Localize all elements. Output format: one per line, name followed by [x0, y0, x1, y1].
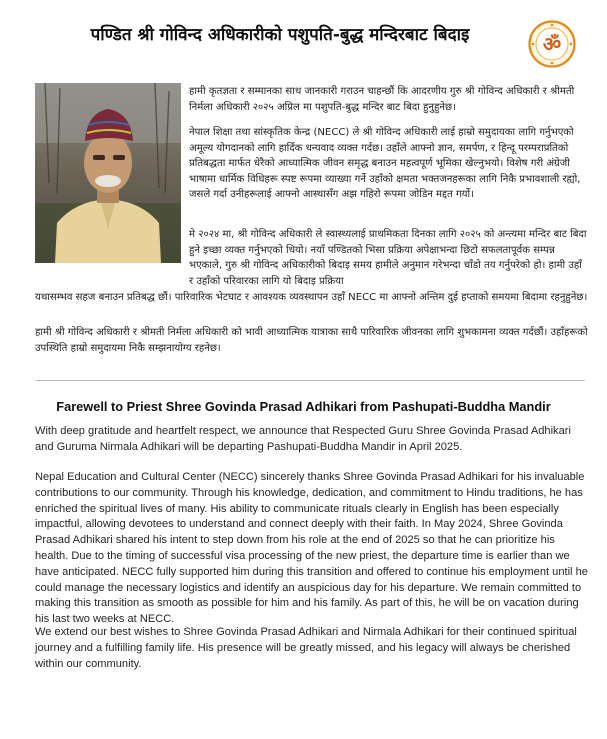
- english-paragraph-2: Nepal Education and Cultural Center (NECC) sincerely thanks Shree Govinda Prasad Adhikari for his invaluable contributions to our community. Through his knowledge, dedication, and commitment to Hindu traditions, he has enriched the spiritual lives of many. His ability to communicate rituals clearly in English has been especially impactful, allowing devotees to understand and connect deeply with their faith. In May 2024, Shree Govinda Prasad Adhikari shared his intent to step down from his role at the end of 2025 so that he can prioritize his health. Due to the timing of successful visa processing of the new priest, the departure time is earlier than we have anticipated. NECC fully supported him during this transition and offered to continue his employment until he could manage the necessary logistics and identify an auspicious day for his departure. We remain committed to making this transition as smooth as possible for him and his family. As part of this, he will be on vacation during his last two weeks at NECC.: [35, 471, 588, 626]
- nepali-paragraph-2: नेपाल शिक्षा तथा सांस्कृतिक केन्द्र (NECC) ले श्री गोविन्द अधिकारी लाई हाम्रो समुदायका लागि गर्नुभएको अमूल्य योगदानको लागि हार्दिक धन्यवाद व्यक्त गर्दछ। उहाँले आफ्नो ज्ञान, समर्पण, र हिन्दू परम्पराप्रतिको प्रतिबद्धता मार्फत धेरैको आध्यात्मिक जीवन समृद्ध बनाउन महत्वपूर्ण भूमिका खेल्नुभयो। विशेष गरी अंग्रेजी भाषामा धार्मिक विधिहरू स्पष्ट रूपमा व्याख्या गर्ने उहाँको क्षमता भक्तजनहरूका लागि निकै प्रभावशाली रह्यो, जसले गर्दा उनीहरूलाई आफ्नो आस्थासँग अझ गहिरो रूपमा जोडिन मद्दत गर्यो।: [189, 127, 581, 201]
- necc-logo: [528, 20, 576, 68]
- nepali-paragraph-1: हामी कृतज्ञता र सम्मानका साथ जानकारी गराउन चाहन्छौं कि आदरणीय गुरु श्री गोविन्द अधिकारी र श्रीमती निर्मला अधिकारी २०२५ अप्रिल मा पशुपति-बुद्ध मन्दिर बाट बिदा हुनुहुनेछ।: [189, 86, 575, 113]
- english-title: Farewell to Priest Shree Govinda Prasad Adhikari from Pashupati-Buddha Mandir: [56, 399, 551, 414]
- svg-text:ॐ: ॐ: [542, 32, 562, 56]
- english-paragraph-3: We extend our best wishes to Shree Govinda Prasad Adhikari and Nirmala Adhikari for their continued spiritual journey and a fulfilling family life. His presence will be greatly missed, and his legacy will always be cherished within our community.: [35, 626, 577, 670]
- nepali-paragraph-3: मे २०२४ मा, श्री गोविन्द अधिकारी ले स्वास्थ्यलाई प्राथमिकता दिनका लागि २०२५ को अन्त्यमा मन्दिर बाट बिदा हुने इच्छा व्यक्त गर्नुभएको थियो। नयाँ पण्डितको भिसा प्रक्रिया अपेक्षाभन्दा छिटो सफलतापूर्वक सम्पन्न भएकाले, गुरु श्री गोविन्द अधिकारीको बिदाइ समय हामीले अनुमान गरेभन्दा चाँडो तय गर्नुपरेको हो। हामी उहाँ र उहाँको परिवारका लागि यो बिदाइ प्रक्रिया: [189, 229, 587, 287]
- section-divider: [35, 380, 585, 381]
- nepali-paragraph-3-continued: यथासम्भव सहज बनाउन प्रतिबद्ध छौं। पारिवारिक भेटघाट र आवश्यक व्यवस्थापन उहाँ NECC मा आफ्नो अन्तिम दुई हप्ताको समयमा बिदामा रहनुहुनेछ।: [35, 292, 588, 303]
- english-paragraph-1: With deep gratitude and heartfelt respect, we announce that Respected Guru Shree Govinda Prasad Adhikari and Guruma Nirmala Adhikari will be departing Pashupati-Buddha Mandir in April 2025.: [35, 425, 571, 453]
- nepali-paragraph-4: हामी श्री गोविन्द अधिकारी र श्रीमती निर्मला अधिकारी को भावी आध्यात्मिक यात्राका साथै पारिवारिक जीवनका लागि शुभकामना व्यक्त गर्दछौं। उहाँहरूको उपस्थिति हाम्रो समुदायमा निकै सम्झनायोग्य रहनेछ।: [35, 327, 588, 354]
- page-title: पण्डित श्री गोविन्द अधिकारीको पशुपति-बुद्ध मन्दिरबाट बिदाइ: [90, 25, 470, 45]
- priest-photo: [35, 83, 181, 263]
- om-logo-icon: [528, 20, 576, 68]
